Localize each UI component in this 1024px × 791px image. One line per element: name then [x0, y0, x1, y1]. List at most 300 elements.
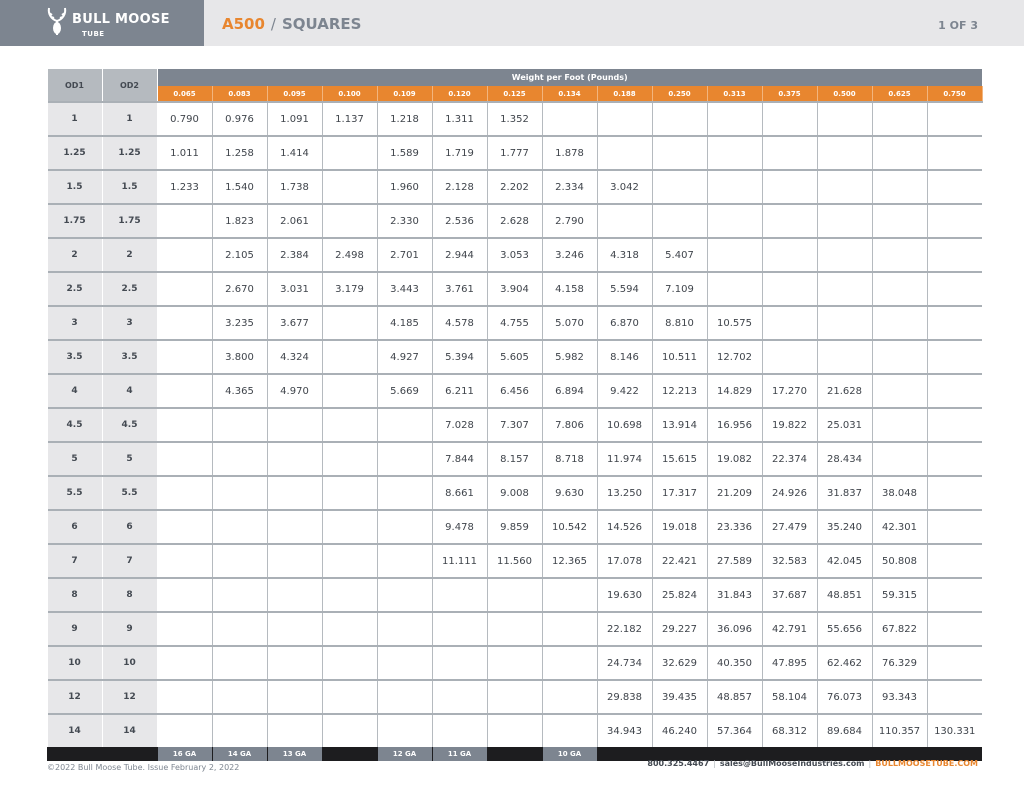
thickness-header: 0.065 — [157, 86, 212, 102]
weight-cell — [542, 680, 597, 714]
gauge-label: 12 GA — [377, 747, 432, 761]
weight-cell — [542, 102, 597, 136]
weight-cell — [872, 442, 927, 476]
weight-cell: 13.914 — [652, 408, 707, 442]
weight-cell: 5.394 — [432, 340, 487, 374]
weight-per-foot-header: Weight per Foot (Pounds) — [157, 69, 982, 86]
weight-table-body — [48, 102, 983, 761]
weight-cell — [872, 238, 927, 272]
weight-cell: 22.374 — [762, 442, 817, 476]
gauge-label — [597, 747, 652, 761]
weight-cell — [212, 442, 267, 476]
weight-cell — [212, 544, 267, 578]
weight-cell: 2.536 — [432, 204, 487, 238]
od2-cell: 1.25 — [102, 136, 157, 170]
weight-cell: 93.343 — [872, 680, 927, 714]
thickness-header-row — [48, 86, 983, 102]
od2-cell: 1.5 — [102, 170, 157, 204]
weight-cell — [322, 646, 377, 680]
weight-cell — [157, 204, 212, 238]
weight-cell — [707, 204, 762, 238]
weight-cell — [927, 442, 982, 476]
weight-cell: 38.048 — [872, 476, 927, 510]
weight-cell — [267, 476, 322, 510]
weight-cell — [872, 204, 927, 238]
weight-cell — [762, 340, 817, 374]
gauge-label: 16 GA — [157, 747, 212, 761]
weight-cell — [487, 714, 542, 747]
weight-cell — [212, 714, 267, 747]
weight-cell — [487, 578, 542, 612]
weight-cell: 19.822 — [762, 408, 817, 442]
weight-cell: 110.357 — [872, 714, 927, 747]
weight-cell: 36.096 — [707, 612, 762, 646]
weight-cell — [707, 136, 762, 170]
weight-cell: 1.233 — [157, 170, 212, 204]
weight-cell — [762, 238, 817, 272]
od1-header: OD1 — [48, 69, 103, 102]
weight-cell — [377, 714, 432, 747]
gauge-label: 10 GA — [542, 747, 597, 761]
weight-cell — [377, 544, 432, 578]
weight-cell — [927, 204, 982, 238]
weight-cell — [762, 204, 817, 238]
weight-cell — [432, 578, 487, 612]
weight-cell — [322, 408, 377, 442]
weight-cell: 39.435 — [652, 680, 707, 714]
weight-cell — [157, 442, 212, 476]
title-separator: / — [270, 15, 276, 33]
table-row — [48, 136, 983, 170]
weight-cell: 1.137 — [322, 102, 377, 136]
od1-cell: 9 — [48, 612, 103, 646]
weight-cell — [432, 646, 487, 680]
weight-cell — [322, 306, 377, 340]
weight-cell — [927, 578, 982, 612]
weight-cell: 2.105 — [212, 238, 267, 272]
weight-cell: 3.053 — [487, 238, 542, 272]
weight-cell: 15.615 — [652, 442, 707, 476]
table-row — [48, 408, 983, 442]
weight-cell: 31.843 — [707, 578, 762, 612]
weight-cell: 10.542 — [542, 510, 597, 544]
thickness-header: 0.120 — [432, 86, 487, 102]
weight-cell: 32.583 — [762, 544, 817, 578]
weight-cell — [817, 306, 872, 340]
thickness-header: 0.313 — [707, 86, 762, 102]
weight-cell: 2.334 — [542, 170, 597, 204]
weight-cell — [322, 714, 377, 747]
weight-cell — [322, 612, 377, 646]
od2-cell: 2 — [102, 238, 157, 272]
weight-cell: 1.540 — [212, 170, 267, 204]
weight-cell: 1.091 — [267, 102, 322, 136]
od2-cell: 1 — [102, 102, 157, 136]
weight-cell — [267, 578, 322, 612]
weight-cell: 4.324 — [267, 340, 322, 374]
od1-cell: 10 — [48, 646, 103, 680]
weight-cell — [267, 510, 322, 544]
weight-cell — [377, 680, 432, 714]
weight-cell: 58.104 — [762, 680, 817, 714]
gauge-spacer — [48, 747, 103, 761]
od2-cell: 1.75 — [102, 204, 157, 238]
weight-cell: 5.594 — [597, 272, 652, 306]
od1-cell: 5 — [48, 442, 103, 476]
thickness-header: 0.250 — [652, 86, 707, 102]
weight-cell: 3.761 — [432, 272, 487, 306]
footer-divider: | — [713, 759, 716, 768]
weight-cell — [212, 476, 267, 510]
weight-cell — [377, 646, 432, 680]
od2-cell: 12 — [102, 680, 157, 714]
weight-cell — [542, 714, 597, 747]
weight-cell: 1.719 — [432, 136, 487, 170]
weight-cell: 4.927 — [377, 340, 432, 374]
weight-cell: 21.628 — [817, 374, 872, 408]
weight-cell: 48.857 — [707, 680, 762, 714]
email-link[interactable]: sales@BullMooseIndustries.com — [719, 759, 865, 768]
weight-cell — [322, 680, 377, 714]
weight-cell — [322, 340, 377, 374]
weight-cell: 10.575 — [707, 306, 762, 340]
weight-cell — [652, 170, 707, 204]
weight-cell: 25.031 — [817, 408, 872, 442]
weight-cell — [377, 578, 432, 612]
thickness-header: 0.095 — [267, 86, 322, 102]
weight-cell: 9.630 — [542, 476, 597, 510]
weight-cell: 7.028 — [432, 408, 487, 442]
contact-info — [647, 759, 978, 768]
weight-cell: 3.800 — [212, 340, 267, 374]
weight-cell: 11.560 — [487, 544, 542, 578]
weight-cell — [872, 306, 927, 340]
weight-cell — [322, 442, 377, 476]
weight-cell — [157, 340, 212, 374]
weight-cell — [597, 204, 652, 238]
weight-cell: 12.365 — [542, 544, 597, 578]
table-row — [48, 544, 983, 578]
od1-cell: 5.5 — [48, 476, 103, 510]
weight-cell — [157, 238, 212, 272]
weight-cell — [322, 578, 377, 612]
weight-cell — [872, 170, 927, 204]
weight-cell — [212, 612, 267, 646]
weight-cell — [762, 136, 817, 170]
weight-cell: 19.018 — [652, 510, 707, 544]
weight-cell: 5.982 — [542, 340, 597, 374]
weight-cell: 32.629 — [652, 646, 707, 680]
weight-cell: 1.011 — [157, 136, 212, 170]
weight-cell: 0.790 — [157, 102, 212, 136]
brand-sub: TUBE — [82, 30, 105, 38]
weight-cell — [872, 408, 927, 442]
weight-cell: 1.738 — [267, 170, 322, 204]
table-row — [48, 578, 983, 612]
weight-cell: 28.434 — [817, 442, 872, 476]
table-row — [48, 170, 983, 204]
weight-cell: 3.443 — [377, 272, 432, 306]
weight-cell — [322, 544, 377, 578]
weight-cell: 12.213 — [652, 374, 707, 408]
weight-cell: 27.589 — [707, 544, 762, 578]
weight-cell — [707, 272, 762, 306]
weight-cell: 6.211 — [432, 374, 487, 408]
weight-cell: 2.944 — [432, 238, 487, 272]
table-row — [48, 204, 983, 238]
gauge-label — [322, 747, 377, 761]
footer-divider: | — [868, 759, 872, 768]
weight-cell: 2.330 — [377, 204, 432, 238]
weight-cell: 11.974 — [597, 442, 652, 476]
weight-cell — [267, 646, 322, 680]
weight-cell — [927, 680, 982, 714]
weight-cell: 23.336 — [707, 510, 762, 544]
weight-cell: 27.479 — [762, 510, 817, 544]
weight-cell: 67.822 — [872, 612, 927, 646]
weight-cell: 3.904 — [487, 272, 542, 306]
table-row — [48, 442, 983, 476]
weight-cell — [817, 136, 872, 170]
weight-cell: 34.943 — [597, 714, 652, 747]
thickness-header: 0.625 — [872, 86, 927, 102]
weight-cell — [322, 204, 377, 238]
weight-cell — [817, 238, 872, 272]
weight-cell: 11.111 — [432, 544, 487, 578]
weight-cell — [267, 714, 322, 747]
weight-cell — [652, 204, 707, 238]
weight-cell: 17.317 — [652, 476, 707, 510]
od1-cell: 1.25 — [48, 136, 103, 170]
weight-cell: 7.844 — [432, 442, 487, 476]
weight-cell — [157, 272, 212, 306]
weight-cell — [432, 680, 487, 714]
weight-cell — [652, 102, 707, 136]
weight-cell: 6.456 — [487, 374, 542, 408]
weight-cell: 8.157 — [487, 442, 542, 476]
weight-cell: 2.628 — [487, 204, 542, 238]
weight-cell — [762, 170, 817, 204]
weight-cell: 89.684 — [817, 714, 872, 747]
table-row — [48, 272, 983, 306]
weight-cell: 3.235 — [212, 306, 267, 340]
weight-cell — [597, 102, 652, 136]
weight-cell — [157, 578, 212, 612]
weight-cell — [817, 204, 872, 238]
od2-cell: 7 — [102, 544, 157, 578]
weight-cell — [872, 272, 927, 306]
weight-cell: 24.926 — [762, 476, 817, 510]
thickness-header: 0.125 — [487, 86, 542, 102]
weight-cell — [322, 170, 377, 204]
weight-cell — [212, 578, 267, 612]
weight-cell: 17.078 — [597, 544, 652, 578]
od2-cell: 3.5 — [102, 340, 157, 374]
weight-cell: 1.589 — [377, 136, 432, 170]
brand-logo — [0, 0, 204, 46]
weight-cell — [487, 680, 542, 714]
weight-cell — [212, 680, 267, 714]
weight-cell — [817, 340, 872, 374]
weight-cell: 1.218 — [377, 102, 432, 136]
weight-cell — [762, 272, 817, 306]
weight-cell: 6.870 — [597, 306, 652, 340]
od1-cell: 2 — [48, 238, 103, 272]
weight-cell — [212, 646, 267, 680]
moose-antler-icon — [46, 5, 68, 39]
weight-cell: 1.823 — [212, 204, 267, 238]
od1-cell: 8 — [48, 578, 103, 612]
weight-cell — [157, 408, 212, 442]
weight-cell: 2.384 — [267, 238, 322, 272]
gauge-label — [487, 747, 542, 761]
weight-cell: 57.364 — [707, 714, 762, 747]
weight-cell — [542, 646, 597, 680]
table-row — [48, 306, 983, 340]
weight-cell: 1.311 — [432, 102, 487, 136]
weight-cell: 9.008 — [487, 476, 542, 510]
weight-cell: 4.755 — [487, 306, 542, 340]
thickness-header: 0.500 — [817, 86, 872, 102]
weight-cell: 50.808 — [872, 544, 927, 578]
gauge-label: 13 GA — [267, 747, 322, 761]
weight-cell — [872, 374, 927, 408]
od1-cell: 6 — [48, 510, 103, 544]
weight-cell: 1.414 — [267, 136, 322, 170]
weight-cell: 42.791 — [762, 612, 817, 646]
thickness-header: 0.134 — [542, 86, 597, 102]
table-row — [48, 714, 983, 747]
weight-cell: 4.365 — [212, 374, 267, 408]
weight-cell — [817, 102, 872, 136]
weight-cell: 7.307 — [487, 408, 542, 442]
thickness-header: 0.100 — [322, 86, 377, 102]
weight-cell: 40.350 — [707, 646, 762, 680]
weight-cell: 21.209 — [707, 476, 762, 510]
table-row — [48, 476, 983, 510]
weight-cell — [377, 510, 432, 544]
weight-cell — [817, 170, 872, 204]
weight-cell: 4.158 — [542, 272, 597, 306]
weight-cell — [927, 408, 982, 442]
weight-cell: 1.777 — [487, 136, 542, 170]
weight-cell — [817, 272, 872, 306]
table-row — [48, 340, 983, 374]
weight-cell — [707, 238, 762, 272]
weight-cell: 2.128 — [432, 170, 487, 204]
weight-cell — [762, 306, 817, 340]
weight-cell — [267, 408, 322, 442]
weight-cell: 130.331 — [927, 714, 982, 747]
weight-cell — [597, 136, 652, 170]
weight-cell — [927, 476, 982, 510]
weight-cell — [322, 374, 377, 408]
weight-cell: 8.810 — [652, 306, 707, 340]
website-link[interactable]: BULLMOOSETUBE.COM — [875, 759, 978, 768]
weight-cell — [927, 510, 982, 544]
weight-cell — [157, 680, 212, 714]
weight-cell: 59.315 — [872, 578, 927, 612]
od2-cell: 5 — [102, 442, 157, 476]
weight-cell: 22.182 — [597, 612, 652, 646]
weight-cell — [432, 612, 487, 646]
weight-cell — [322, 476, 377, 510]
page-header — [0, 0, 1024, 46]
weight-cell — [377, 612, 432, 646]
weight-cell — [927, 238, 982, 272]
od1-cell: 2.5 — [48, 272, 103, 306]
weight-cell: 29.227 — [652, 612, 707, 646]
od1-cell: 3.5 — [48, 340, 103, 374]
weight-cell — [157, 510, 212, 544]
weight-cell — [322, 510, 377, 544]
weight-cell: 4.970 — [267, 374, 322, 408]
weight-cell — [267, 442, 322, 476]
weight-cell — [762, 102, 817, 136]
weight-cell: 5.070 — [542, 306, 597, 340]
weight-cell: 3.246 — [542, 238, 597, 272]
weight-cell — [872, 136, 927, 170]
weight-cell: 2.061 — [267, 204, 322, 238]
weight-cell — [927, 646, 982, 680]
weight-cell: 3.031 — [267, 272, 322, 306]
weight-cell — [927, 136, 982, 170]
table-row — [48, 510, 983, 544]
weight-cell — [377, 476, 432, 510]
od2-cell: 6 — [102, 510, 157, 544]
od2-cell: 5.5 — [102, 476, 157, 510]
weight-cell: 4.185 — [377, 306, 432, 340]
brand-name: BULL MOOSE — [72, 12, 170, 27]
od2-cell: 4 — [102, 374, 157, 408]
weight-cell — [927, 306, 982, 340]
weight-cell: 1.960 — [377, 170, 432, 204]
weight-cell — [157, 646, 212, 680]
od1-cell: 3 — [48, 306, 103, 340]
weight-cell: 9.422 — [597, 374, 652, 408]
weight-cell: 4.578 — [432, 306, 487, 340]
table-row — [48, 238, 983, 272]
weight-cell — [487, 646, 542, 680]
weight-cell: 76.329 — [872, 646, 927, 680]
weight-cell: 1.258 — [212, 136, 267, 170]
grade-label: A500 — [222, 15, 265, 33]
weight-cell: 10.698 — [597, 408, 652, 442]
weight-cell — [157, 374, 212, 408]
od1-cell: 1.75 — [48, 204, 103, 238]
weight-cell: 8.146 — [597, 340, 652, 374]
weight-cell: 14.829 — [707, 374, 762, 408]
weight-cell — [377, 442, 432, 476]
weight-cell — [927, 340, 982, 374]
thickness-header: 0.109 — [377, 86, 432, 102]
phone-number: 800.325.4467 — [647, 759, 710, 768]
table-row — [48, 646, 983, 680]
gauge-label: 14 GA — [212, 747, 267, 761]
weight-cell: 2.701 — [377, 238, 432, 272]
weight-cell — [157, 476, 212, 510]
weight-cell — [157, 612, 212, 646]
table-row — [48, 680, 983, 714]
weight-cell: 3.677 — [267, 306, 322, 340]
weight-cell — [542, 612, 597, 646]
weight-table — [47, 69, 983, 761]
weight-cell: 5.407 — [652, 238, 707, 272]
table-row — [48, 102, 983, 136]
weight-cell: 3.179 — [322, 272, 377, 306]
weight-cell: 48.851 — [817, 578, 872, 612]
od2-cell: 14 — [102, 714, 157, 747]
